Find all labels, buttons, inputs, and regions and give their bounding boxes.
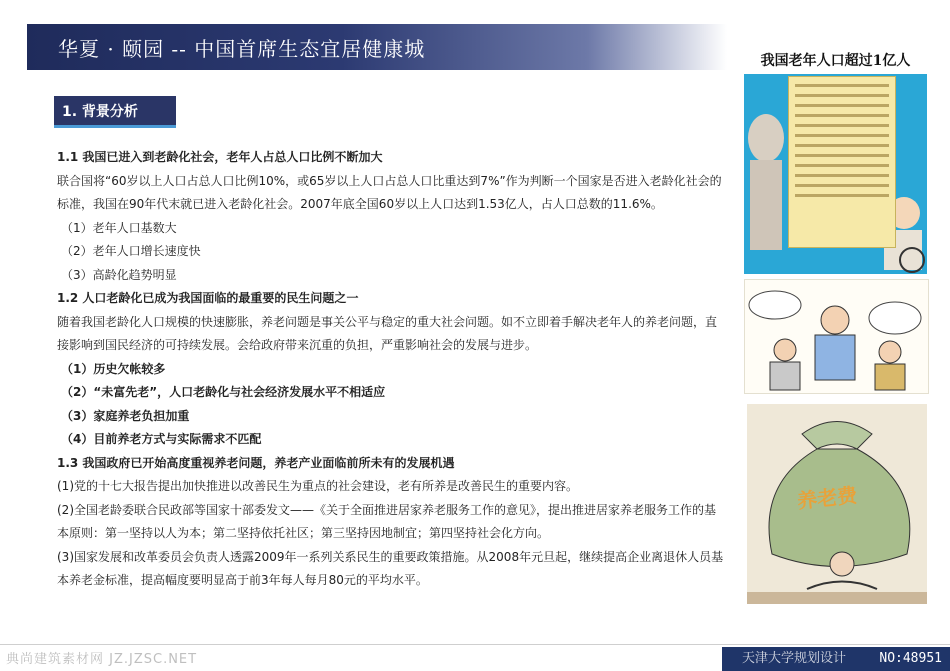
main-content	[57, 146, 727, 593]
list-item: （4）目前养老方式与实际需求不匹配	[61, 432, 262, 446]
list-item: （2）老年人口增长速度快	[61, 244, 201, 258]
pension-burden-cartoon	[747, 404, 927, 604]
watermark-text: 典尚建筑素材网 JZ.JZSC.NET	[6, 652, 198, 667]
list-item: （3）家庭养老负担加重	[61, 408, 190, 423]
footer-org: 天津大学规划设计	[742, 651, 847, 666]
section-heading-1-2: 1.2 人口老龄化已成为我国面临的最重要的民生问题之一	[57, 291, 359, 305]
footer-number: NO:48951	[879, 651, 942, 666]
poster-title: 我国老年人口超过1亿人	[744, 48, 927, 74]
bag-label: 养老费	[796, 482, 859, 514]
elderly-cartoon-image	[744, 279, 929, 394]
paragraph-1-2: 随着我国老龄化人口规模的快速膨胀，养老问题是事关公平与稳定的重大社会问题。如不立即着手解决老年人的养老问题，直接影响到国民经济的可持续发展。会给政府带来沉重的负担，严重影响社会的发展与进步。	[57, 314, 718, 352]
list-item: （1）老年人口基数大	[61, 220, 177, 235]
list-item: (2)全国老龄委联合民政部等国家十部委发文——《关于全面推进居家养老服务工作的意见》，提出推进居家养老服务工作的基本原则：第一坚持以人为本；第二坚持依托社区；第三坚持因地制宜；第四坚持社会化方向。	[57, 502, 717, 540]
list-item: （2）“未富先老”，人口老龄化与社会经济发展水平不相适应	[61, 385, 386, 399]
section-heading-1-1: 1.1 我国已进入到老龄化社会，老年人占总人口比例不断加大	[57, 150, 383, 164]
section-label: 1. 背景分析	[54, 96, 176, 128]
page-title: 华夏 · 颐园 -- 中国首席生态宜居健康城	[58, 37, 426, 61]
footer-divider	[0, 644, 950, 645]
section-heading-1-3: 1.3 我国政府已开始高度重视养老问题，养老产业面临前所未有的发展机遇	[57, 455, 455, 470]
list-item: (1)党的十七大报告提出加快推进以改善民生为重点的社会建设，老有所养是改善民生的重要内容。	[57, 479, 579, 493]
list-item: （3）高龄化趋势明显	[61, 267, 177, 282]
footer-bar	[722, 647, 950, 671]
elderly-population-poster	[744, 48, 927, 274]
list-item: (3)国家发展和改革委员会负责人透露2009年一系列关系民生的重要政策措施。从2008年元旦起，继续提高企业离退休人员基本养老金标准，提高幅度要明显高于前3年每人每月80元的平均水平。	[57, 549, 724, 587]
paragraph-1-1: 联合国将“60岁以上人口占总人口比例10%，或65岁以上人口占总人口比重达到7%”作为判断一个国家是否进入老龄化社会的标准，我国在90年代末就已进入老龄化社会。2007年底全国60岁以上人口达到1.53亿人，占人口总数的11.6%。	[57, 173, 722, 211]
poster-info-box	[788, 76, 896, 248]
cartoon-people-icon	[745, 280, 928, 393]
list-item: （1）历史欠帐较多	[61, 361, 166, 376]
